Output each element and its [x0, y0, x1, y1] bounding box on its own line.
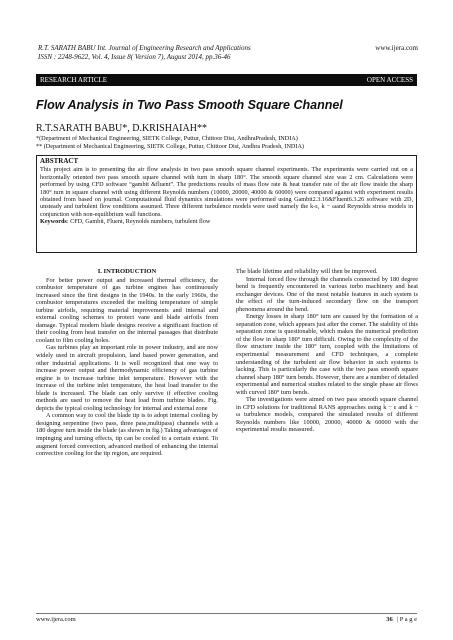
journal-url[interactable]: www.ijera.com: [375, 44, 418, 52]
body-paragraph: Gas turbines play an important role in power industry, and are now widely used in aircraft propulsion, land based power generation, and other industrial applications. It is well recognized that one way to increase power output and thermodynamic efficiency of gas turbine engine is to increase turbine inlet temperature. However with the increase of the turbine inlet temperature, the heat load transfer to the blade is increased. The blade can only survive if effective cooling methods are used to remove the heat load from turbine blades. Fig. depicts the typical cooling technology for internal and external zone: [36, 344, 218, 412]
paper-title: Flow Analysis in Two Pass Smooth Square Channel: [36, 98, 343, 112]
issn-line: ISSN : 2248-9622, Vol. 4, Issue 8( Version 7), August 2014, pp.36-46: [38, 53, 231, 61]
research-article-label: RESEARCH ARTICLE: [40, 76, 108, 84]
abstract-heading: ABSTRACT: [40, 157, 79, 165]
section-heading-introduction: I. INTRODUCTION: [97, 268, 157, 275]
keywords-text: : CFD, Gambit, Fluent, Reynolds numbers, turbulent flow: [66, 218, 211, 226]
body-paragraph: Energy losses in sharp 180° turn are caused by the formation of a separation zone, which appears just after the corner. The stability of this separation zone is questionable, which makes the numerical prediction of the flow in sharp 180° turn difficult. Owing to the complexity of the flow structure inside the 180° turn, coupled with the limitations of experimental measurement and CFD techniques, a complete understanding of the turbulent air flow behavior in such systems is lacking. This is particularly the case with the two pass smooth square channel sharp 180° turn bends. However, there are a number of detailed experimental and numerical studies related to the single phase air flows with curved 180° turn bends.: [236, 313, 418, 396]
journal-citation: R.T. SARATH BABU Int. Journal of Engineering Research and Applications: [38, 44, 251, 52]
affiliation-2: ** (Department of Mechanical Engineering, SIETK College, Puttur, Chittoor Dist, Andhra Pradesh, INDIA): [36, 142, 304, 150]
paper-authors: R.T.SARATH BABU*, D.KRISHAIAH**: [36, 123, 207, 134]
body-paragraph: For better power output and increased thermal efficiency, the combustor temperature of gas turbine engines has continuously increased since the first designs in the 1940s. In the early 1960s, the combustor temperatures exceeded the melting temperature of simple turbine airfoils, requiring material improvements and internal and external cooling schemes to protect vane and blade airfoils from damage. Typical modern blade designs receive a significant fraction of their cooling from heat transfer on the internal passages that distribute coolant to film cooling holes.: [36, 276, 218, 344]
affiliation-1: *(Department of Mechanical Engineering, SIETK College, Puttur, Chittoor Dist, AndhraPradesh, INDIA): [36, 135, 298, 142]
page-number-block: 36 | P a g e: [386, 616, 417, 623]
open-access-label: OPEN ACCESS: [366, 76, 413, 84]
keywords-line: [40, 218, 413, 225]
affiliations: [36, 135, 417, 150]
left-column: [36, 268, 218, 458]
article-type-banner: [36, 74, 417, 86]
body-paragraph: The investigations were aimed on two pass smooth square channel in CFD solutions for traditional RANS approaches using k − ε and k − ω turbulence models, compared the simulated results of different Reynolds numbers like 10000, 20000, 40000 & 60000 with the experimental results measured.: [236, 396, 418, 434]
right-column: [236, 268, 418, 434]
abstract-box: [36, 155, 417, 253]
page-label: P a g e: [399, 616, 417, 623]
keywords-label: Keywords: [40, 218, 67, 226]
body-paragraph: A common way to cool the blade tip is to adopt internal cooling by designing serpentine (two pass, three pass,multipass) channels with a 180 degree turn inside the blade (as shown in fig.) Taking advantages of impinging and turning effects, tip can be cooled to a certain extent. To augment forced convection, advanced method of enhancing the internal convective cooling for the tip region, are required.: [36, 412, 218, 458]
body-paragraph: The blade lifetime and reliability will then be improved.: [236, 268, 378, 275]
footer-url[interactable]: www.ijera.com: [36, 616, 76, 623]
body-paragraph: Internal forced flow through the channels connected by 180 degree bend is frequently encountered in various turbo machinery and heat exchanger devices. One of the most notable features in such system is the effect of the turn-induced secondary flow on the transport phenomena around the bend.: [236, 275, 418, 313]
running-header: [38, 44, 418, 62]
page-footer: [36, 613, 417, 623]
page-number: 36: [386, 616, 393, 623]
abstract-text: This project aim is to presenting the air flow analysis in two pass smooth square channel experiments. The experiments were carried out on a horizontally oriented two pass smooth square channel with turn in sharp 180°. The smooth square channel size was 2 cm. Calculations were performed by using CFD software “gambit &fluent”. The predictions results of mass flow rate & heat transfer rate of the air flow inside the sharp 180° turn in square channel with using different Reynolds numbers (10000, 20000, 40000 & 60000) were compared against with experiment results obtained from based on journal. Computational fluid dynamics simulations were performed using Gambit2.3.16&Fluent6.3.26 software with 2D, unsteady and turbulent flow conditions assumed. Three different turbulence models were used namely the k-ε, k − ωand Reynolds stress models in conjunction with non-equilibrium wall functions.: [40, 166, 413, 218]
